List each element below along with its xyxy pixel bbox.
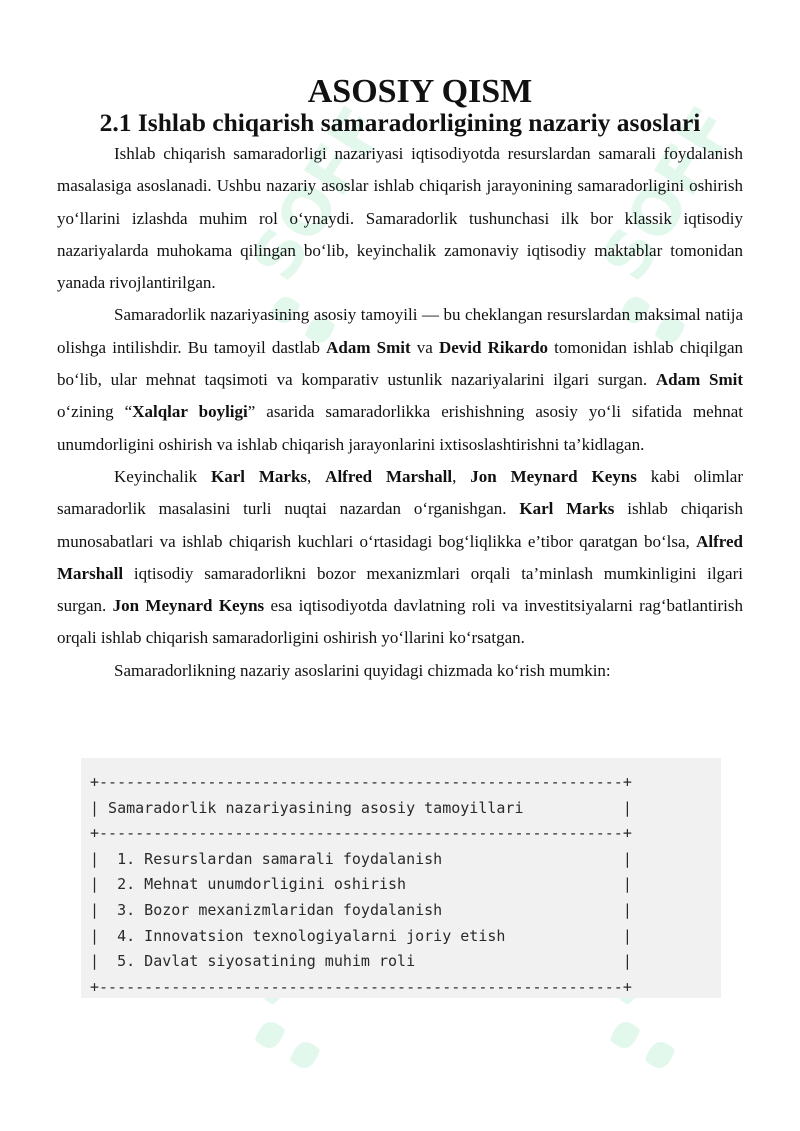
- text-run: kabi olimlar samaradorlik masalasini turli nuqtai nazardan o‘rganishgan.: [57, 466, 743, 519]
- svg-text:SOFF: SOFF: [237, 95, 401, 294]
- bold-name: Jon Meynard Keyns: [470, 466, 637, 486]
- diagram-item: | 5. Davlat siyosatining muhim roli |: [90, 952, 632, 971]
- bold-name: Adam Smit: [326, 337, 411, 357]
- diagram-item: | 1. Resurslardan samarali foydalanish |: [90, 849, 632, 868]
- bold-name: Jon Meynard Keyns: [112, 596, 265, 616]
- subsection-heading: 2.1 Ishlab chiqarish samaradorligining nazariy asoslari: [99, 108, 701, 137]
- paragraph-2: [57, 299, 743, 460]
- text-run: va: [410, 337, 439, 357]
- diagram-border: +----------------------------------------------------------+: [90, 773, 632, 791]
- text-run: o‘zining “: [57, 402, 133, 422]
- diagram-item: | 2. Mehnat unumdorligini oshirish |: [90, 875, 632, 894]
- diagram-title: | Samaradorlik nazariyasining asosiy tamoyillari |: [90, 798, 632, 817]
- paragraph-1: Ishlab chiqarish samaradorligi nazariyasi iqtisodiyotda resurslardan samarali foydalanish masalasiga asoslanadi. Ushbu nazariy asoslar ishlab chiqarish jarayonining samaradorligini oshirish yo‘llarini izlashda muhim rol o‘ynaydi. Samaradorlik tushunchasi ilk bor klassik iqtisodiy nazariyalarda muhokama qilingan bo‘lib, keyinchalik zamonaviy iqtisodiy maktablar tomonidan yanada rivojlantirilgan.: [57, 144, 743, 293]
- text-run: ,: [452, 466, 471, 486]
- text-run: ishlab chiqarish munosabatlari va ishlab chiqarish kuchlari o‘rtasidagi bog‘liqlikka e’tibor qaratgan bo‘lsa,: [57, 499, 744, 551]
- diagram-item: | 4. Innovatsion texnologiyalarni joriy etish |: [90, 926, 632, 945]
- text-run: iqtisodiy samaradorlikni bozor mexanizmlari orqali ta’minlash mumkinligini ilgari surgan.: [57, 563, 743, 616]
- bold-name: Adam Smit: [655, 370, 743, 390]
- bold-name: Alfred Marshall: [325, 466, 453, 486]
- bold-name: Alfred Marshall: [57, 531, 743, 583]
- text-run: Keyinchalik: [114, 466, 211, 486]
- paragraph-3: [57, 461, 743, 655]
- document-body: [57, 73, 744, 687]
- bold-name: Devid Rikardo: [438, 337, 549, 357]
- text-run: ,: [307, 466, 326, 486]
- text-run: esa iqtisodiyotda davlatning roli va investitsiyalarni rag‘batlantirish orqali ishlab chiqarish samaradorligini oshirish yo‘llarini ko‘rsatgan.: [57, 596, 744, 648]
- ascii-diagram-box: [81, 758, 721, 998]
- ascii-diagram: [81, 758, 721, 1000]
- svg-text:SOFF: SOFF: [587, 95, 751, 294]
- section-heading: ASOSIY QISM: [307, 73, 533, 110]
- paragraph-4: Samaradorlikning nazariy asoslarini quyidagi chizmada ko‘rish mumkin:: [114, 660, 611, 680]
- bold-name: Karl Marks: [210, 466, 308, 486]
- bold-name: Karl Marks: [519, 499, 615, 519]
- diagram-item: | 3. Bozor mexanizmlaridan foydalanish |: [90, 900, 632, 919]
- text-run: ” asarida samaradorlikka erishishning asosiy yo‘li sifatida mehnat unumdorligini oshirish va ishlab chiqarish jarayonlarini ixtisoslashtirishni ta’kidlagan.: [57, 402, 743, 454]
- text-run: tomonidan ishlab chiqilgan bo‘lib, ular mehnat taqsimoti va komparativ ustunlik nazariyalarini ilgari surgan.: [57, 337, 744, 390]
- text-run: Samaradorlik nazariyasining asosiy tamoyili — bu cheklangan resurslardan maksimal natija olishga intilishdir. Bu tamoyil dastlab: [57, 305, 743, 357]
- diagram-border: +----------------------------------------------------------+: [90, 977, 632, 996]
- bold-title: Xalqlar boyligi: [132, 402, 248, 422]
- diagram-border: +----------------------------------------------------------+: [90, 824, 632, 843]
